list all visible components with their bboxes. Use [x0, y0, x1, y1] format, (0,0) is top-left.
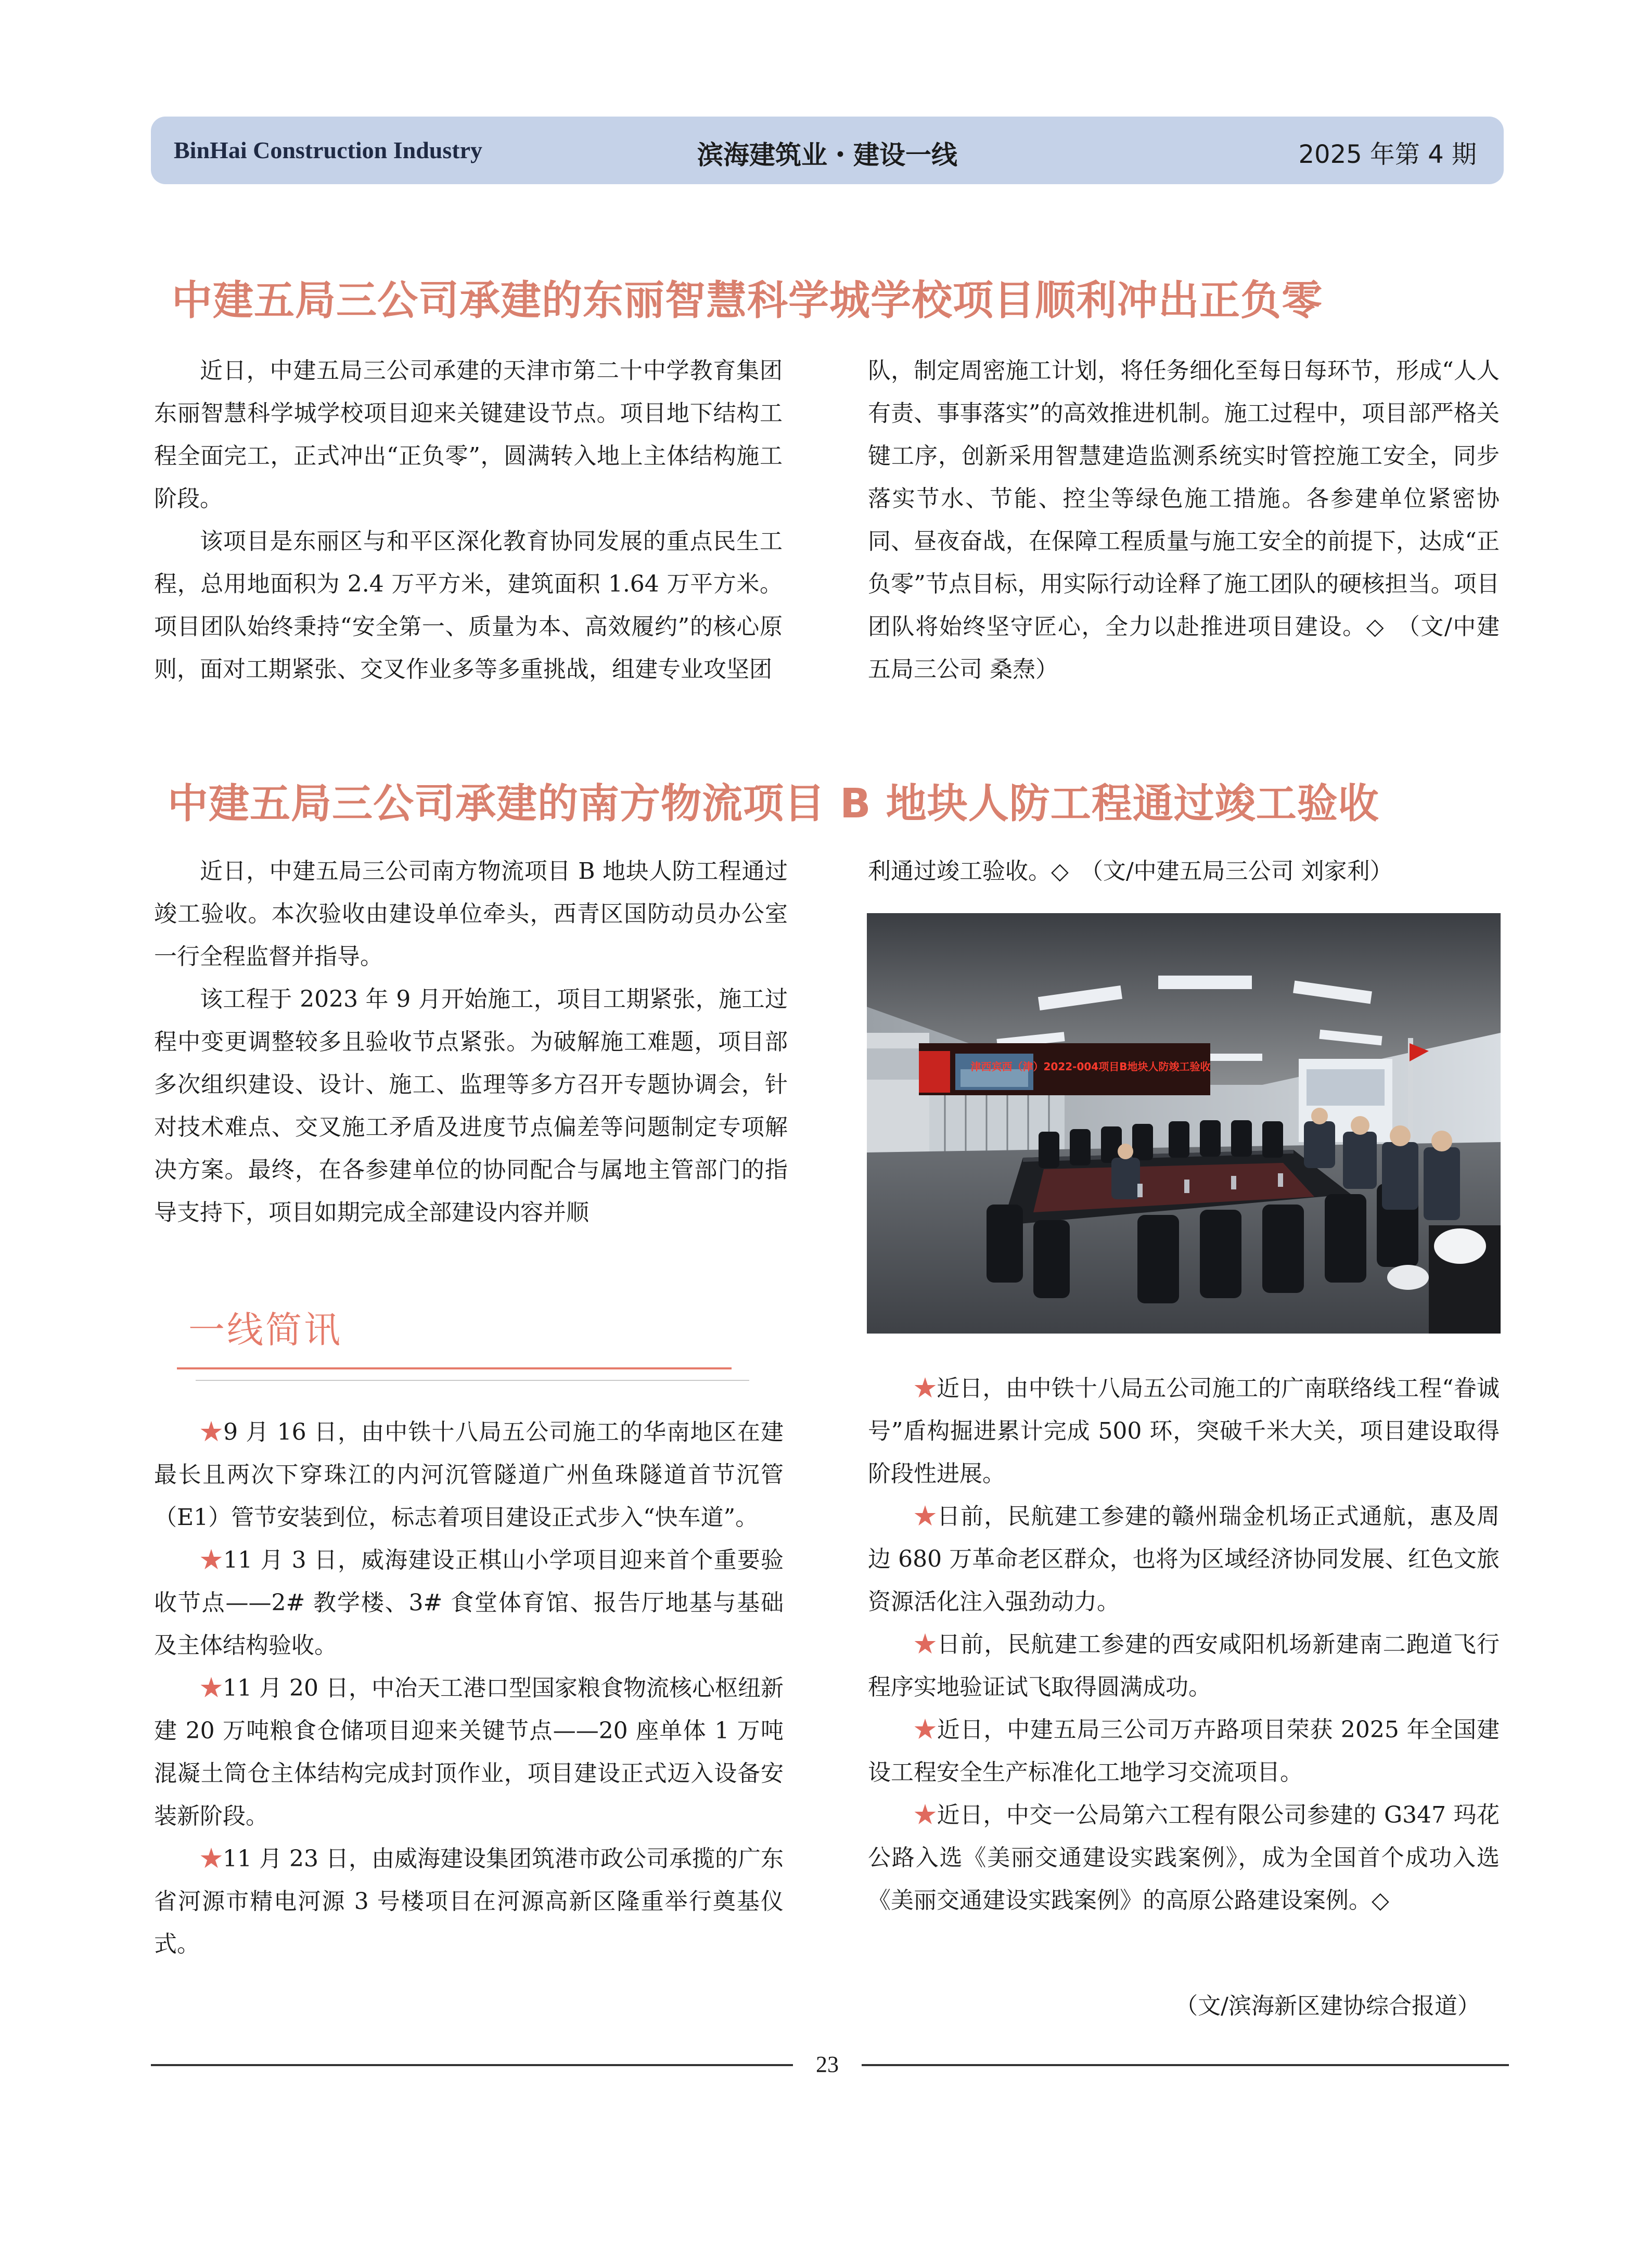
star-icon: ★	[914, 1503, 938, 1530]
section-title: 滨海建筑业・建设一线	[697, 140, 957, 170]
heading-underline-grey	[196, 1380, 749, 1381]
star-icon: ★	[200, 1846, 223, 1872]
article2-paragraph-continued: 利通过竣工验收。◇ （文/中建五局三公司 刘家利）	[868, 858, 1393, 885]
news-right-column	[868, 1367, 1500, 1922]
article2-paragraph: 该工程于 2023 年 9 月开始施工，项目工期紧张，施工过程中变更调整较多且验收节点紧张。为破解施工难题，项目部多次组织建设、设计、施工、监理等多方召开专题协调会，针对技术难点、交叉施工矛盾及进度节点偏差等问题制定专项解决方案。最终，在各参建单位的协同配合与属地主管部门的指导支持下，项目如期完成全部建设内容并顺	[154, 986, 788, 1226]
news-item: ★近日，由中铁十八局五公司施工的广南联络线工程“眷诚号”盾构掘进累计完成 500 环，突破千米大关，项目建设取得阶段性进展。	[868, 1375, 1500, 1487]
news-section-heading: 一线简讯	[188, 1309, 342, 1351]
issue-number: 2025 年第 4 期	[1298, 140, 1477, 169]
article2-left-column	[154, 850, 788, 1234]
news-item: ★11 月 20 日，中冶天工港口型国家粮食物流核心枢纽新建 20 万吨粮食仓储项目迎来关键节点——20 座单体 1 万吨混凝土筒仓主体结构完成封顶作业，项目建设正式迈入设备安装新阶段。	[154, 1675, 784, 1829]
news-item: ★近日，中建五局三公司万卉路项目荣获 2025 年全国建设工程安全生产标准化工地学习交流项目。	[868, 1716, 1500, 1786]
star-icon: ★	[200, 1547, 224, 1573]
news-item: ★日前，民航建工参建的西安咸阳机场新建南二跑道飞行程序实地验证试飞取得圆满成功。	[868, 1631, 1500, 1700]
article1-title: 中建五局三公司承建的东丽智慧科学城学校项目顺利冲出正负零	[172, 277, 1323, 324]
news-item: ★11 月 3 日，威海建设正棋山小学项目迎来首个重要验收节点——2# 教学楼、3# 食堂体育馆、报告厅地基与基础及主体结构验收。	[154, 1547, 784, 1659]
news-credit: （文/滨海新区建协综合报道）	[1175, 1993, 1480, 2019]
heading-underline-red	[177, 1367, 732, 1369]
article1-paragraph: 近日，中建五局三公司承建的天津市第二十中学教育集团东丽智慧科学城学校项目迎来关键建设节点。项目地下结构工程全面完工，正式冲出“正负零”，圆满转入地上主体结构施工阶段。	[154, 357, 783, 512]
footer-rule-left	[151, 2064, 793, 2066]
news-item: ★9 月 16 日，由中铁十八局五公司施工的华南地区在建最长且两次下穿珠江的内河沉管隧道广州鱼珠隧道首节沉管（E1）管节安装到位，标志着项目建设正式步入“快车道”。	[154, 1419, 784, 1531]
news-item: ★日前，民航建工参建的赣州瑞金机场正式通航，惠及周边 680 万革命老区群众，也将为区域经济协同发展、红色文旅资源活化注入强劲动力。	[868, 1503, 1500, 1615]
star-icon: ★	[914, 1802, 937, 1828]
star-icon: ★	[914, 1375, 937, 1402]
article2-title: 中建五局三公司承建的南方物流项目 B 地块人防工程通过竣工验收	[168, 780, 1379, 827]
article1-left-column	[154, 350, 783, 691]
news-item: ★11 月 23 日，由威海建设集团筑港市政公司承揽的广东省河源市精电河源 3 号楼项目在河源高新区隆重举行奠基仪式。	[154, 1846, 784, 1957]
meeting-banner-text: 津西宾西（津）2022-004项目B地块人防竣工验收	[970, 1060, 1211, 1073]
article1-right-column	[868, 350, 1500, 691]
article2-right-column	[868, 850, 1502, 893]
footer-rule-right	[862, 2064, 1509, 2066]
star-icon: ★	[200, 1675, 223, 1701]
news-item: ★近日，中交一公局第六工程有限公司参建的 G347 玛花公路入选《美丽交通建设实践案例》，成为全国首个成功入选《美丽交通建设实践案例》的高原公路建设案例。◇	[868, 1802, 1500, 1914]
article1-paragraph: 该项目是东丽区与和平区深化教育协同发展的重点民生工程，总用地面积为 2.4 万平方米，建筑面积 1.64 万平方米。项目团队始终秉持“安全第一、质量为本、高效履约”的核心原则，面对工期紧张、交叉作业多等多重挑战，组建专业攻坚团	[154, 528, 783, 683]
publication-name-en: BinHai Construction Industry	[174, 137, 483, 163]
star-icon: ★	[200, 1419, 224, 1445]
news-left-column	[154, 1411, 784, 1966]
meeting-photo	[867, 913, 1501, 1334]
page-number: 23	[816, 2052, 839, 2077]
header-bar	[151, 117, 1504, 184]
article2-paragraph: 近日，中建五局三公司南方物流项目 B 地块人防工程通过竣工验收。本次验收由建设单位牵头，西青区国防动员办公室一行全程监督并指导。	[154, 858, 788, 970]
star-icon: ★	[914, 1716, 937, 1743]
star-icon: ★	[914, 1631, 938, 1658]
article1-paragraph-continued: 队，制定周密施工计划，将任务细化至每日每环节，形成“人人有责、事事落实”的高效推进机制。施工过程中，项目部严格关键工序，创新采用智慧建造监测系统实时管控施工安全，同步落实节水、节能、控尘等绿色施工措施。各参建单位紧密协同、昼夜奋战，在保障工程质量与施工安全的前提下，达成“正负零”节点目标，用实际行动诠释了施工团队的硬核担当。项目团队将始终坚守匠心，全力以赴推进项目建设。◇ （文/中建五局三公司 桑焘）	[868, 357, 1500, 683]
